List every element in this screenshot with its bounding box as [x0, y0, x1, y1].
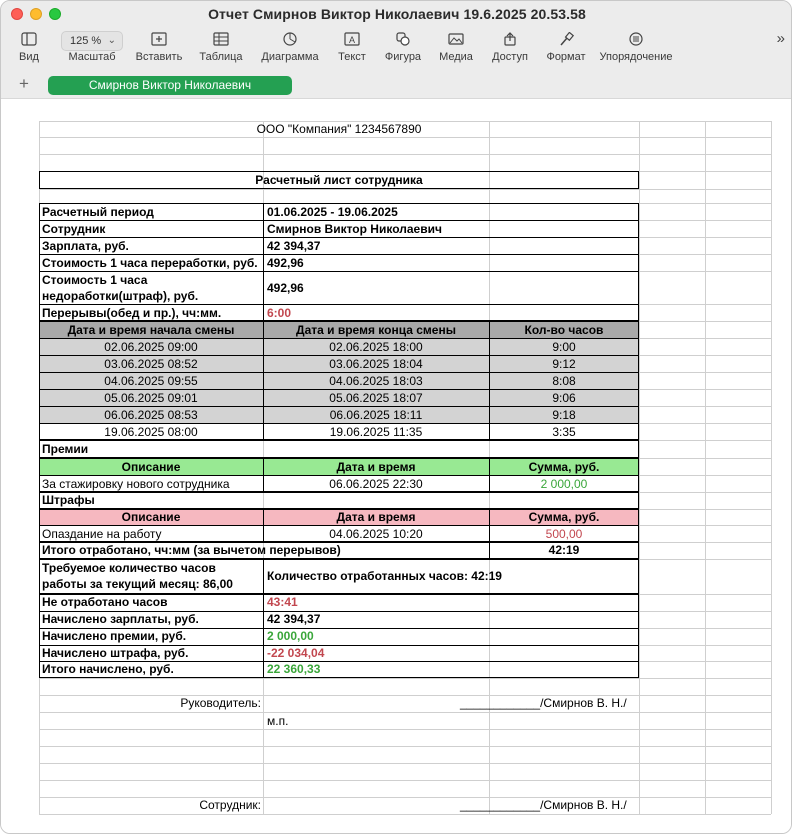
column-header: Дата и время: [336, 460, 416, 474]
shift-start: 06.06.2025 08:53: [104, 408, 198, 422]
summary-label: Не отработано часов: [42, 595, 168, 609]
manager-signature: ____________/Смирнов В. Н./: [460, 696, 627, 710]
grid-row-line: [39, 137, 771, 138]
shift-hours: 9:06: [552, 391, 576, 405]
shift-hours: 9:12: [552, 357, 576, 371]
info-label: Зарплата, руб.: [42, 239, 129, 253]
fine-date: 04.06.2025 10:20: [329, 527, 423, 541]
total-worked-label: Итого отработано, чч:мм (за вычетом перерывов): [42, 543, 341, 557]
shift-start: 02.06.2025 09:00: [104, 340, 198, 354]
sheet-title: Расчетный лист сотрудника: [255, 173, 423, 187]
bonus-sum: 2 000,00: [540, 477, 588, 491]
column-header: Дата и время начала смены: [67, 323, 235, 337]
fine-sum: 500,00: [545, 527, 583, 541]
stamp-label: м.п.: [267, 714, 289, 728]
sheet-canvas[interactable]: [1, 99, 792, 834]
text-button[interactable]: [331, 28, 373, 72]
shift-start: 03.06.2025 08:52: [104, 357, 198, 371]
table-label: Таблица: [199, 51, 243, 63]
fines-title: Штрафы: [42, 493, 95, 507]
shift-hours: 9:00: [552, 340, 576, 354]
table-icon: [213, 32, 229, 46]
summary-value: -22 034,04: [267, 646, 325, 660]
shift-start: 19.06.2025 08:00: [104, 425, 198, 439]
shift-end: 03.06.2025 18:04: [329, 357, 423, 371]
required-hours-label: работы за текущий месяц: 86,00: [42, 577, 233, 591]
format-label: Формат: [546, 51, 586, 63]
table-button[interactable]: [195, 28, 247, 72]
info-label: Стоимость 1 часа переработки, руб.: [42, 256, 258, 270]
summary-value: 2 000,00: [267, 629, 314, 643]
shift-end: 05.06.2025 18:07: [329, 391, 423, 405]
sheet-tabs-bar: [1, 72, 792, 99]
bonus-description: За стажировку нового сотрудника: [42, 477, 230, 491]
shift-end: 19.06.2025 11:35: [329, 425, 423, 439]
worked-hours-text: Количество отработанных часов: 42:19: [267, 569, 502, 583]
toolbar: [1, 28, 792, 72]
info-label: Перерывы(обед и пр.), чч:мм.: [42, 306, 222, 320]
bonuses-title: Премии: [42, 442, 89, 456]
summary-label: Начислено штрафа, руб.: [42, 646, 189, 660]
info-label: Стоимость 1 часа: [42, 273, 148, 287]
zoom-button[interactable]: [59, 28, 125, 72]
media-label: Медиа: [439, 51, 473, 63]
grid-row-line: [39, 189, 771, 190]
summary-label: Начислено зарплаты, руб.: [42, 612, 199, 626]
share-button[interactable]: [485, 28, 535, 72]
fines-title-cell: [39, 492, 639, 509]
info-value: 42 394,37: [267, 239, 321, 253]
more-icon[interactable]: »: [776, 30, 785, 47]
grid-row-line: [39, 729, 771, 730]
tab-active-sheet[interactable]: Смирнов Виктор Николаевич: [48, 76, 292, 95]
shape-button[interactable]: [379, 28, 427, 72]
bonus-date: 06.06.2025 22:30: [329, 477, 423, 491]
breaks-value: 6:00: [267, 306, 292, 320]
zoom-label: Масштаб: [68, 51, 116, 63]
arrange-label: Упорядочение: [599, 51, 673, 63]
info-value: 492,96: [267, 281, 304, 295]
info-label: Расчетный период: [42, 205, 154, 219]
shift-end: 04.06.2025 18:03: [329, 374, 423, 388]
text-icon: [344, 32, 360, 46]
grid-col-line: [639, 121, 640, 814]
arrange-icon: [628, 32, 644, 46]
grid-row-line: [39, 678, 771, 679]
manager-label: Руководитель:: [180, 696, 261, 710]
arrange-button[interactable]: [595, 28, 677, 72]
info-label: Сотрудник: [42, 222, 106, 236]
column-header: Дата и время: [336, 510, 416, 524]
grid-row-line: [39, 746, 771, 747]
column-header: Описание: [121, 460, 181, 474]
employee-signature: ____________/Смирнов В. Н./: [460, 798, 627, 812]
info-value: 01.06.2025 - 19.06.2025: [267, 205, 398, 219]
text-label: Текст: [338, 51, 366, 63]
title-bar: [1, 1, 792, 28]
summary-value: 43:41: [267, 595, 298, 609]
chevron-down-icon: ⌄: [107, 35, 116, 46]
media-button[interactable]: [433, 28, 479, 72]
sidebar-icon: [21, 32, 37, 46]
window-title: Отчет Смирнов Виктор Николаевич 19.6.2025 20.53.58: [208, 6, 586, 22]
summary-value: 42 394,37: [267, 612, 321, 626]
required-hours-label: Требуемое количество часов: [42, 561, 216, 575]
grid-col-line: [771, 121, 772, 814]
view-button[interactable]: [11, 28, 47, 72]
insert-label: Вставить: [135, 51, 183, 63]
summary-label: Начислено премии, руб.: [42, 629, 187, 643]
chart-icon: [282, 32, 298, 46]
paintbrush-icon: [558, 32, 574, 46]
chart-label: Диаграмма: [261, 51, 319, 63]
info-value: Смирнов Виктор Николаевич: [267, 222, 442, 236]
shift-start: 04.06.2025 09:55: [104, 374, 198, 388]
media-icon: [448, 32, 464, 46]
company-name: ООО "Компания" 1234567890: [256, 122, 422, 136]
summary-value: 22 360,33: [267, 662, 321, 676]
column-header: Кол-во часов: [524, 323, 604, 337]
column-header: Дата и время конца смены: [296, 323, 456, 337]
employee-label: Сотрудник:: [199, 798, 261, 812]
svg-text:A: A: [348, 35, 356, 45]
shift-hours: 8:08: [552, 374, 576, 388]
info-value: 492,96: [267, 256, 304, 270]
add-sheet-button[interactable]: +: [19, 74, 29, 93]
fine-description: Опаздание на работу: [42, 527, 162, 541]
shift-hours: 3:35: [552, 425, 576, 439]
shape-icon: [395, 32, 411, 46]
grid-row-line: [39, 712, 771, 713]
zoom-value: 125 %: [70, 35, 102, 47]
format-button[interactable]: [541, 28, 591, 72]
shift-end: 06.06.2025 18:11: [329, 408, 423, 422]
share-label: Доступ: [492, 51, 528, 63]
total-worked-value: 42:19: [548, 543, 580, 557]
grid-row-line: [39, 814, 771, 815]
insert-button[interactable]: [133, 28, 185, 72]
shift-start: 05.06.2025 09:01: [104, 391, 198, 405]
grid-row-line: [39, 154, 771, 155]
shift-end: 02.06.2025 18:00: [329, 340, 423, 354]
view-label: Вид: [19, 51, 39, 63]
chart-button[interactable]: [255, 28, 325, 72]
shift-hours: 9:18: [552, 408, 576, 422]
summary-label: Итого начислено, руб.: [42, 662, 174, 676]
info-label: недоработки(штраф), руб.: [42, 289, 199, 303]
grid-col-line: [705, 121, 706, 814]
grid-row-line: [39, 780, 771, 781]
insert-icon: [151, 32, 167, 46]
share-icon: [502, 32, 518, 46]
shape-label: Фигура: [384, 51, 422, 63]
column-header: Сумма, руб.: [528, 460, 600, 474]
bonuses-title-cell: [39, 440, 639, 458]
column-header: Сумма, руб.: [528, 510, 600, 524]
column-header: Описание: [121, 510, 181, 524]
grid-row-line: [39, 763, 771, 764]
